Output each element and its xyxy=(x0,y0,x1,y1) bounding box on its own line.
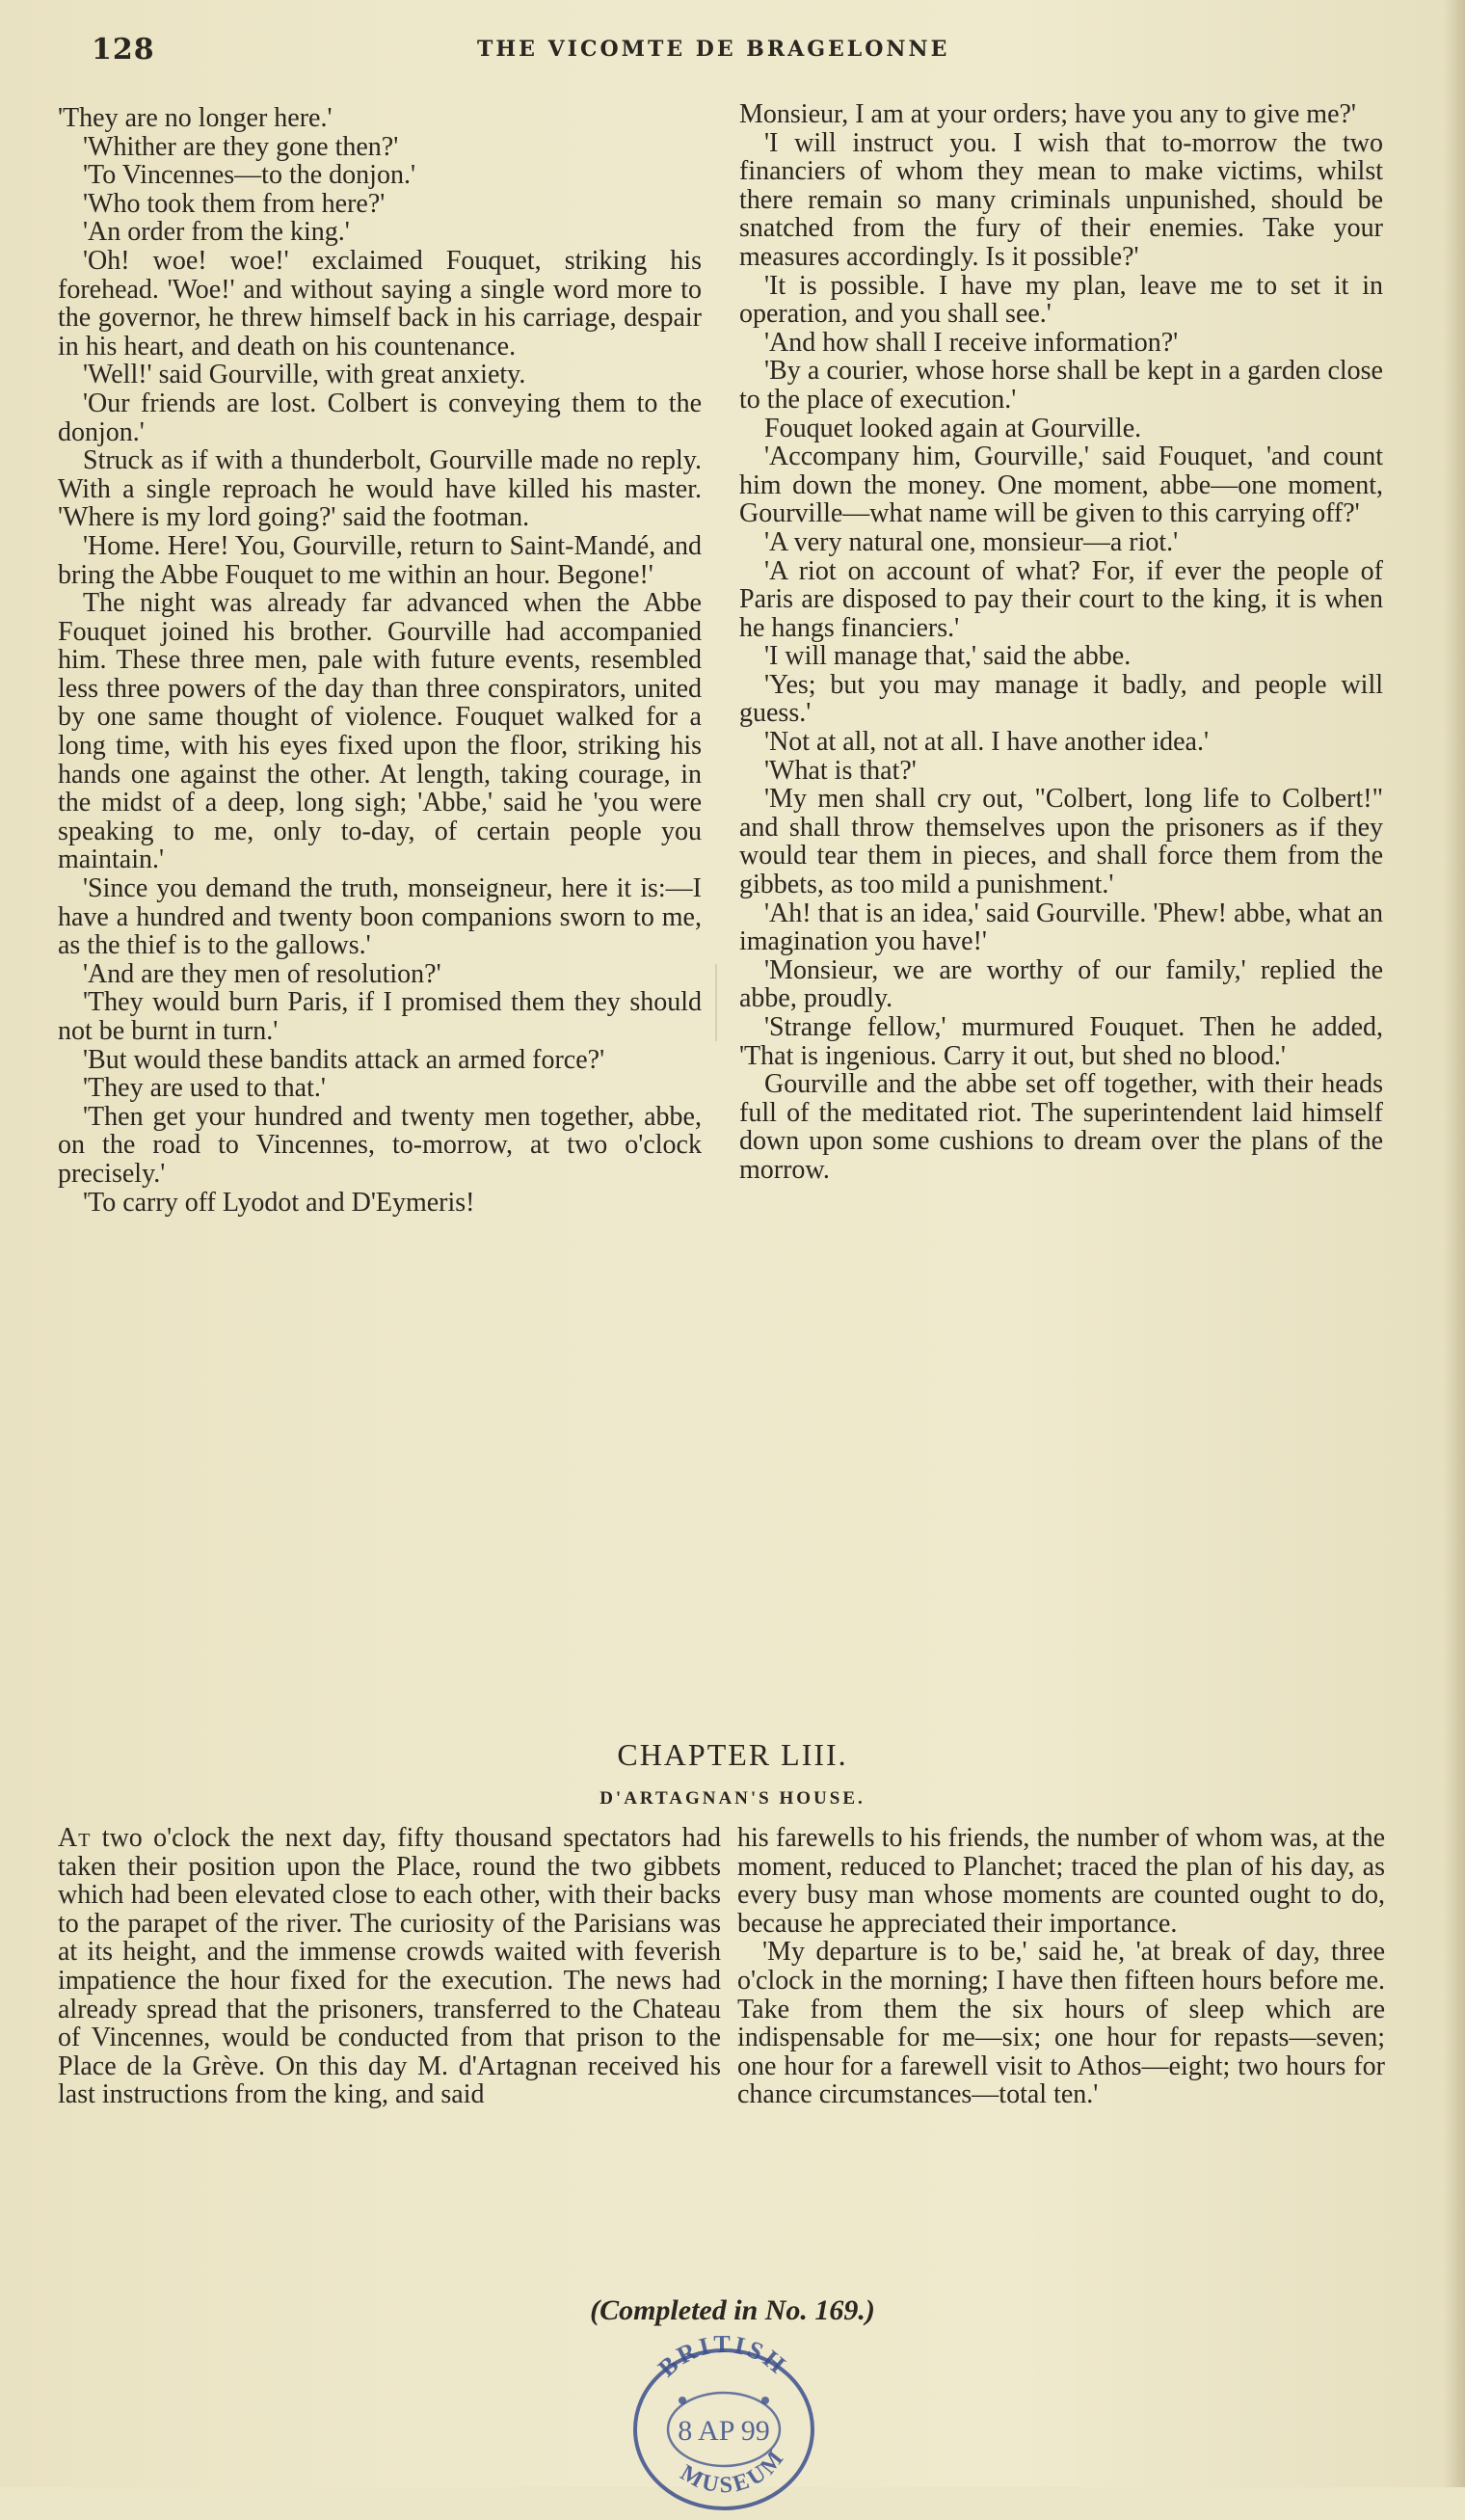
paragraph: 'Who took them from here?' xyxy=(83,188,386,219)
stamp-top-text: BRITISH xyxy=(653,2333,793,2383)
paragraph: 'By a courier, whose horse shall be kept in a garden close to the place of execution.' xyxy=(739,356,1383,415)
paragraph: 'Accompany him, Gourville,' said Fouquet, 'and count him down the money. One moment, abbe—one moment, Gourville—what name will be given to this carrying off?' xyxy=(739,442,1383,529)
running-head xyxy=(92,33,1398,71)
drop-word: At xyxy=(58,1823,92,1853)
paragraph: 'My men shall cry out, "Colbert, long life to Colbert!" and shall throw themselves upon the prisoners as if they would tear them in pieces, and shall force them from the gibbets, as too mild a punishment.' xyxy=(739,784,1383,900)
paragraph: 'Whither are they gone then?' xyxy=(83,131,399,162)
svg-text:MUSEUM xyxy=(676,2444,790,2498)
paragraph: 'It is possible. I have my plan, leave me to set it in operation, and you shall see.' xyxy=(739,270,1383,330)
stamp-seal-icon xyxy=(623,2333,825,2516)
paragraph: 'They are no longer here.' xyxy=(58,103,333,133)
chapter-title: CHAPTER LIII. xyxy=(617,1737,848,1772)
paragraph: 'To Vincennes—to the donjon.' xyxy=(83,160,415,191)
library-stamp xyxy=(623,2333,825,2516)
text-column-top-left xyxy=(58,104,702,1217)
paragraph: 'But would these bandits attack an armed force?' xyxy=(83,1044,605,1075)
paragraph: 'Not at all, not at all. I have another idea.' xyxy=(764,727,1210,758)
stamp-dot xyxy=(679,2397,686,2404)
paragraph: 'I will manage that,' said the abbe. xyxy=(764,641,1132,672)
paragraph: 'What is that?' xyxy=(764,755,917,786)
paragraph: 'Well!' said Gourville, with great anxiety. xyxy=(83,360,526,390)
paragraph: 'And are they men of resolution?' xyxy=(83,958,441,989)
svg-text:BRITISH xyxy=(653,2333,792,2382)
paragraph: 'Then get your hundred and twenty men together, abbe, on the road to Vincennes, to-morrow, at two o'clock precisely.' xyxy=(58,1101,702,1189)
paragraph: 'A very natural one, monsieur—a riot.' xyxy=(764,526,1179,557)
paragraph: his farewells to his friends, the number of whom was, at the moment, reduced to Planchet; traced the plan of his day, as every busy man whose moments are counted ought to do, because he appreciated their importance. xyxy=(737,1823,1385,1939)
paragraph: 'To carry off Lyodot and D'Eymeris! xyxy=(83,1187,475,1218)
paragraph: 'And how shall I receive information?' xyxy=(764,327,1179,358)
paragraph-body: two o'clock the next day, fifty thousand spectators had taken their position upon the Place, round the two gibbets which had been elevated close to each other, with their backs to the parapet of the river. The curiosity of the Parisians was at its height, and the immense crowds waited with feverish impatience the hour fixed for the execution. The news had already spread that the prisoners, transferred to the Chateau of Vincennes, would be conducted from that prison to the Place de la Grève. On this day M. d'Artagnan received his last instructions from the king, and said xyxy=(58,1823,721,2110)
chapter-subtitle: D'ARTAGNAN'S HOUSE. xyxy=(599,1788,866,1809)
paragraph: 'Ah! that is an idea,' said Gourville. 'Phew! abbe, what an imagination you have!' xyxy=(739,898,1383,957)
paragraph: 'Our friends are lost. Colbert is conveying them to the donjon.' xyxy=(58,388,702,447)
paragraph: The night was already far advanced when the Abbe Fouquet joined his brother. Gourville had accompanied him. These three men, pale with future events, resembled less three powers of the day than three conspirators, united by one same thought of violence. Fouquet walked for a long time, with his eyes fixed upon the floor, striking his hands one against the other. At length, taking courage, in the midst of a deep, long sigh; 'Abbe,' said he 'you were speaking to me, only to-day, of certain people you maintain.' xyxy=(58,588,702,875)
stamp-date: 8 AP 99 xyxy=(678,2415,770,2447)
text-column-bottom-left xyxy=(58,1824,721,2109)
paragraph: Struck as if with a thunderbolt, Gourville made no reply. With a single reproach he would have killed his master. 'Where is my lord going?' said the footman. xyxy=(58,445,702,533)
paragraph: Fouquet looked again at Gourville. xyxy=(764,413,1142,443)
paragraph: 'Oh! woe! woe!' exclaimed Fouquet, striking his forehead. 'Woe!' and without saying a single word more to the governor, he threw himself back in his carriage, despair in his heart, and death on his countenance. xyxy=(58,245,702,362)
page-number: 128 xyxy=(92,33,155,67)
chapter-opening-paragraph xyxy=(58,1824,721,2109)
page-edge-shadow xyxy=(1444,0,1465,2487)
paragraph: 'A riot on account of what? For, if ever the people of Paris are disposed to pay their court to the king, it is when he hangs financiers.' xyxy=(739,555,1383,643)
paragraph: 'They would burn Paris, if I promised them they should not be burnt in turn.' xyxy=(58,987,702,1046)
paragraph: 'They are used to that.' xyxy=(83,1073,326,1104)
stamp-dot xyxy=(761,2397,769,2404)
paragraph: Monsieur, I am at your orders; have you any to give me?' xyxy=(739,99,1356,129)
paragraph: 'Home. Here! You, Gourville, return to Saint-Mandé, and bring the Abbe Fouquet to me within an hour. Begone!' xyxy=(58,530,702,590)
continuation-note: (Completed in No. 169.) xyxy=(590,2294,875,2326)
paragraph: 'I will instruct you. I wish that to-morrow the two financiers of whom they mean to make victims, whilst there remain so many criminals unpunished, should be snatched from the fury of their enemies. Take your measures accordingly. Is it possible?' xyxy=(739,127,1383,272)
text-column-top-right xyxy=(739,100,1383,1185)
paragraph: Gourville and the abbe set off together, with their heads full of the meditated riot. The superintendent laid himself down upon some cushions to dream over the plans of the morrow. xyxy=(739,1069,1383,1185)
stamp-bottom-text: MUSEUM xyxy=(676,2444,791,2499)
paragraph: 'Strange fellow,' murmured Fouquet. Then he added, 'That is ingenious. Carry it out, but shed no blood.' xyxy=(739,1012,1383,1071)
paragraph: 'An order from the king.' xyxy=(83,217,350,248)
book-title: THE VICOMTE DE BRAGELONNE xyxy=(477,37,950,62)
paragraph: 'Yes; but you may manage it badly, and people will guess.' xyxy=(739,669,1383,729)
paragraph: 'Monsieur, we are worthy of our family,' replied the abbe, proudly. xyxy=(739,954,1383,1014)
paragraph: 'Since you demand the truth, monseigneur, here it is:—I have a hundred and twenty boon companions sworn to me, as the thief is to the gallows.' xyxy=(58,873,702,961)
text-column-bottom-right xyxy=(737,1824,1385,2109)
paragraph: 'My departure is to be,' said he, 'at break of day, three o'clock in the morning; I have then fifteen hours before me. Take from them the six hours of sleep which are indispensable for me—six; one hour for repasts—seven; one hour for a farewell visit to Athos—eight; two hours for chance circumstances—total ten.' xyxy=(737,1937,1385,2110)
column-divider xyxy=(715,964,717,1041)
